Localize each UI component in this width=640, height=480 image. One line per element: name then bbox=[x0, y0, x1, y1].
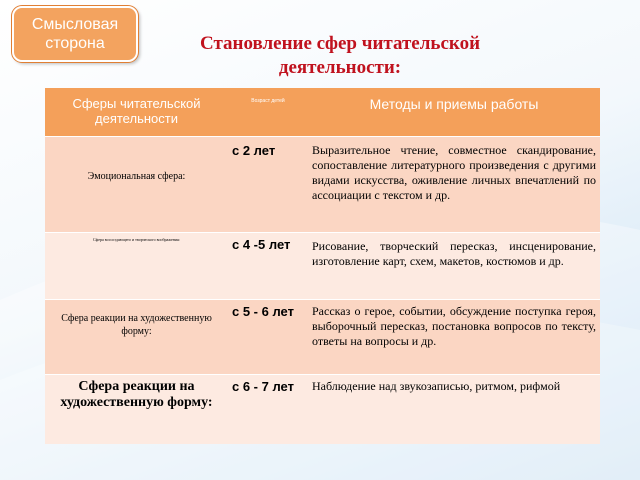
table-row bbox=[45, 374, 600, 444]
row-methods: Рисование, творческий пересказ, инсценирование, изготовление карт, схем, макетов, костюмов и др. bbox=[308, 232, 600, 299]
row-age: с 4 -5 лет bbox=[228, 232, 308, 299]
row-methods: Рассказ о герое, событии, обсуждение поступка героя, выборочный пересказ, постановка вопросов по тексту, ответы на вопросы и др. bbox=[308, 299, 600, 374]
section-badge bbox=[12, 6, 138, 62]
row-age: с 2 лет bbox=[228, 136, 308, 232]
header-age: Возраст детей bbox=[251, 98, 285, 104]
table-header-row bbox=[45, 88, 600, 136]
table-row bbox=[45, 232, 600, 299]
table-row bbox=[45, 136, 600, 232]
row-sphere: Сфера реакции на художественную форму: bbox=[45, 299, 228, 374]
page-title: Становление сфер читательской деятельности: bbox=[199, 33, 481, 78]
row-age: с 6 - 7 лет bbox=[228, 374, 308, 444]
row-methods: Выразительное чтение, совместное скандирование, сопоставление литературного произведения с другими видами искусства, оживление личных впечатлений по ассоциации с текстом и др. bbox=[308, 136, 600, 232]
header-spheres: Сферы читательской деятельности bbox=[72, 96, 201, 126]
row-sphere: Сфера воссоздающего и творческого воображения: bbox=[45, 232, 228, 299]
row-age: с 5 - 6 лет bbox=[228, 299, 308, 374]
section-badge-label: Смысловая сторона bbox=[31, 16, 119, 52]
row-methods: Наблюдение над звукозаписью, ритмом, рифмой bbox=[308, 374, 600, 444]
methods-table bbox=[45, 88, 600, 444]
row-sphere: Эмоциональная сфера: bbox=[45, 136, 228, 232]
row-sphere: Сфера реакции на художественную форму: bbox=[45, 374, 228, 444]
header-methods: Методы и приемы работы bbox=[369, 96, 539, 112]
table-row bbox=[45, 299, 600, 374]
